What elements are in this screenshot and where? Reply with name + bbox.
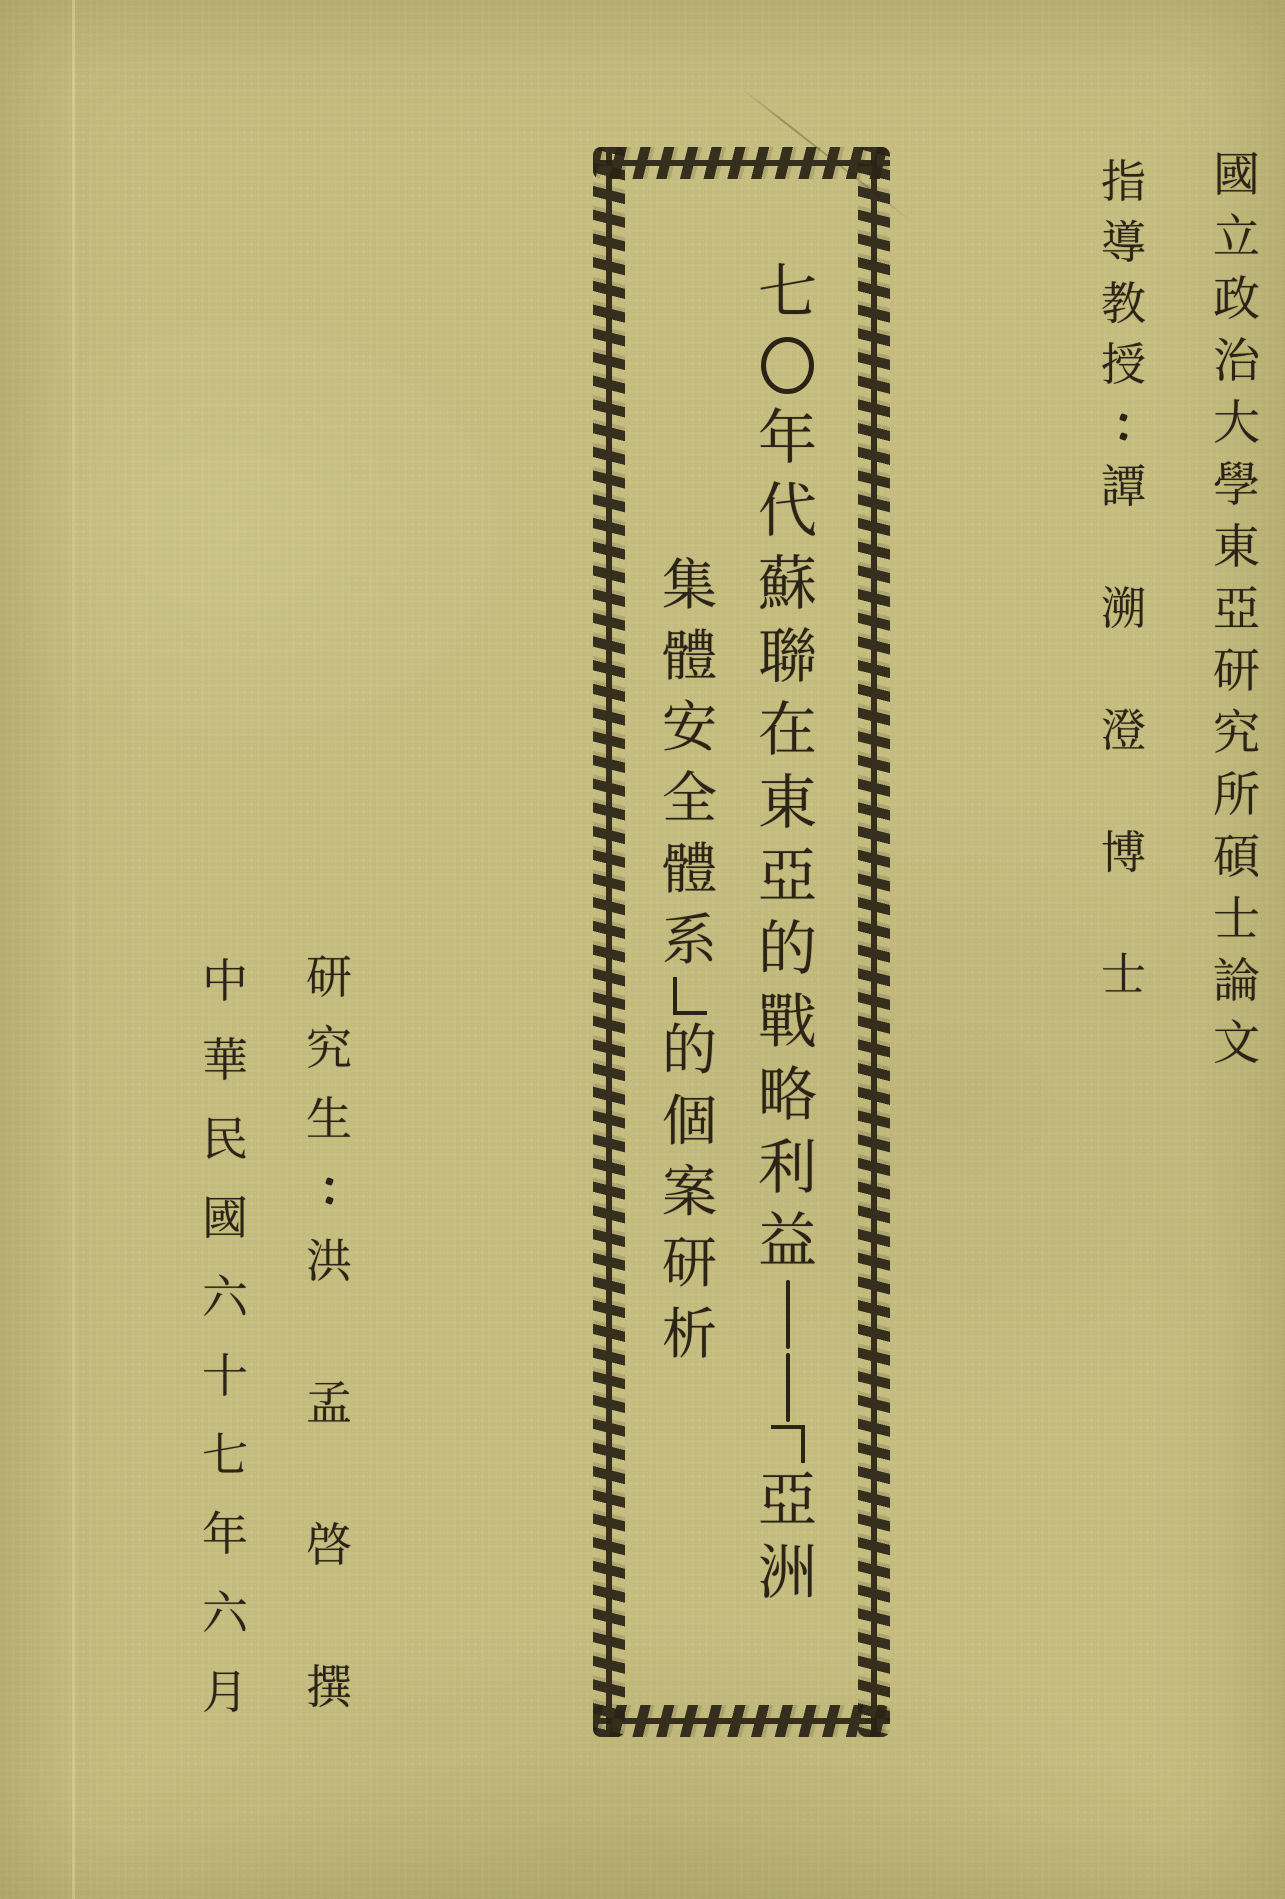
cjk-char: 蘇	[757, 551, 817, 617]
cjk-char: 月	[202, 1666, 248, 1718]
cjk-char: 的	[757, 916, 817, 982]
cjk-char: 代	[757, 478, 817, 544]
cjk-char: 授	[1100, 340, 1146, 390]
char-space	[297, 1581, 361, 1652]
cjk-char: 溯	[1100, 584, 1146, 634]
institution-column	[1204, 145, 1269, 1075]
cjk-char: 聯	[757, 624, 817, 690]
vertical-dash-glyph	[749, 1351, 826, 1424]
cjk-char: 安	[661, 697, 717, 758]
cjk-char: 體	[661, 626, 717, 687]
cjk-char: 士	[1100, 950, 1146, 1000]
rope-border-bottom	[593, 1705, 890, 1737]
ideographic-zero-glyph	[749, 329, 826, 402]
cjk-char: 亞	[757, 1467, 817, 1534]
cjk-char: 指	[1100, 157, 1146, 207]
thesis-title-line-2	[653, 550, 726, 1370]
cjk-char: 啓	[306, 1519, 352, 1571]
cjk-char: 個	[661, 1091, 717, 1153]
cjk-char: 教	[1100, 279, 1146, 329]
cjk-char: 研	[661, 1233, 717, 1295]
author-column	[297, 942, 361, 1723]
cjk-char: 洪	[306, 1235, 352, 1287]
cjk-char: 士	[1213, 893, 1260, 946]
char-space	[1092, 640, 1155, 701]
cjk-char: 中	[202, 955, 248, 1007]
cjk-char: 年	[202, 1508, 248, 1560]
close-quote-bracket-glyph	[653, 976, 726, 1015]
cjk-char: 論	[1213, 955, 1260, 1008]
cjk-char: 碩	[1213, 831, 1260, 884]
cjk-char: 生	[306, 1093, 352, 1145]
cjk-char: 政	[1213, 273, 1260, 326]
vertical-colon-glyph	[1092, 396, 1155, 457]
title-border-frame	[593, 147, 890, 1737]
cjk-char: 集	[661, 555, 717, 616]
cjk-char: 十	[202, 1350, 248, 1402]
cjk-char: 的	[661, 1020, 717, 1082]
cjk-char: 孟	[306, 1377, 352, 1429]
rope-border-right	[858, 147, 890, 1737]
cjk-char: 洲	[757, 1540, 817, 1607]
cjk-char: 略	[757, 1062, 817, 1128]
char-space	[297, 1439, 361, 1510]
cjk-char: 大	[1213, 397, 1260, 450]
cjk-char: 譚	[1100, 462, 1146, 512]
cjk-char: 立	[1213, 211, 1260, 264]
cjk-char: 年	[757, 405, 817, 471]
cjk-char: 導	[1100, 218, 1146, 268]
cjk-char: 撰	[306, 1661, 352, 1713]
cjk-char: 民	[202, 1113, 248, 1165]
cjk-char: 東	[1213, 521, 1260, 574]
cjk-char: 亞	[757, 843, 817, 909]
cjk-char: 析	[661, 1304, 717, 1366]
rope-border-left	[593, 147, 625, 1737]
cjk-char: 所	[1213, 769, 1260, 822]
vertical-colon-glyph	[297, 1155, 361, 1226]
cjk-char: 六	[202, 1587, 248, 1639]
cjk-char: 利	[757, 1135, 817, 1201]
cjk-char: 案	[661, 1162, 717, 1224]
cjk-char: 研	[306, 951, 352, 1003]
cjk-char: 國	[1213, 149, 1260, 202]
cjk-char: 究	[306, 1022, 352, 1074]
cjk-char: 究	[1213, 707, 1260, 760]
cjk-char: 研	[1213, 645, 1260, 698]
cjk-char: 東	[757, 770, 817, 836]
cjk-char: 華	[202, 1034, 248, 1086]
char-space	[1092, 762, 1155, 823]
cjk-char: 戰	[757, 989, 817, 1055]
cjk-char: 博	[1100, 828, 1146, 878]
rope-border-top	[593, 147, 890, 179]
cjk-char: 澄	[1100, 706, 1146, 756]
cjk-char: 益	[757, 1208, 817, 1274]
cjk-char: 國	[202, 1192, 248, 1244]
cjk-char: 體	[661, 839, 717, 900]
cjk-char: 七	[202, 1429, 248, 1481]
date-column	[193, 942, 257, 1732]
cjk-char: 亞	[1213, 583, 1260, 636]
cjk-char: 文	[1213, 1017, 1260, 1070]
cjk-char: 系	[661, 910, 717, 971]
cover-crease	[72, 0, 75, 1899]
cjk-char: 全	[661, 768, 717, 829]
open-quote-bracket-glyph	[749, 1424, 826, 1464]
cjk-char: 七	[757, 259, 817, 325]
vertical-dash-glyph	[749, 1278, 826, 1351]
cjk-char: 六	[202, 1271, 248, 1323]
thesis-title-line-1	[749, 256, 826, 1610]
char-space	[1092, 518, 1155, 579]
cjk-char: 治	[1213, 335, 1260, 388]
advisor-column	[1092, 152, 1155, 1006]
char-space	[1092, 884, 1155, 945]
char-space	[297, 1297, 361, 1368]
cjk-char: 學	[1213, 459, 1260, 512]
cjk-char: 在	[757, 697, 817, 763]
